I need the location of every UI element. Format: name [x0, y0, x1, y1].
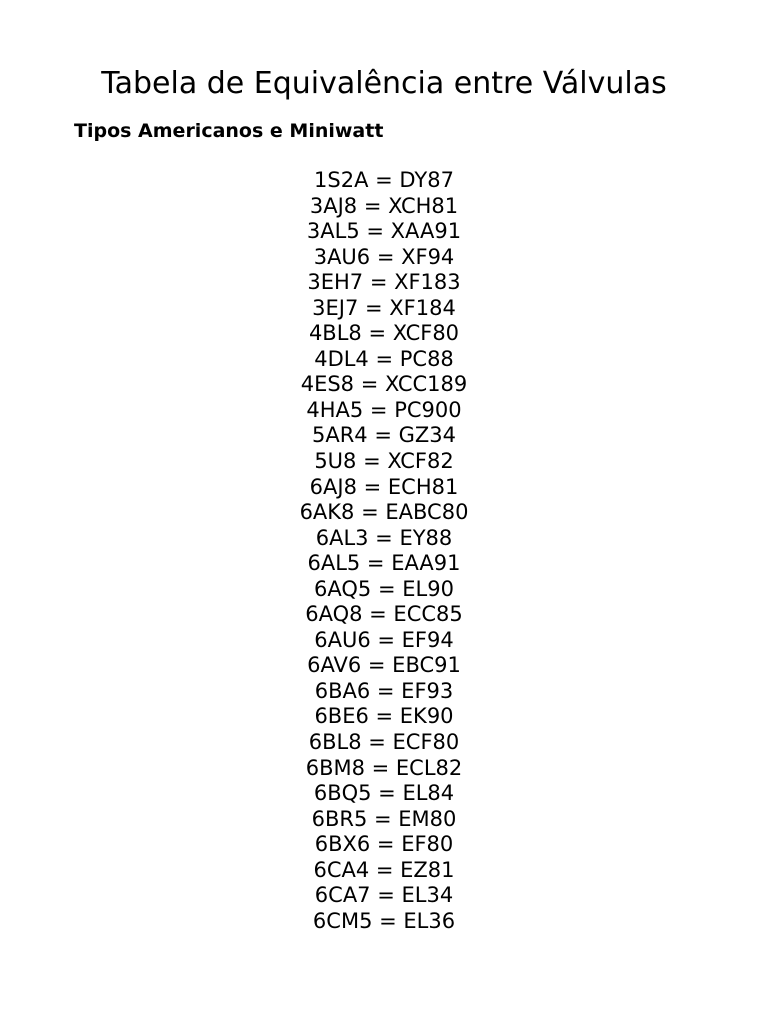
equivalence-entry: 4ES8 = XCC189: [300, 372, 468, 397]
equivalence-entry: 6CM5 = EL36: [312, 908, 456, 933]
equivalence-entry: 1S2A = DY87: [314, 168, 454, 192]
equivalence-entry: 6AK8 = EABC80: [299, 500, 469, 525]
document-title: Tabela de Equivalência entre Válvulas: [101, 66, 667, 101]
equivalence-entry: 6CA4 = EZ81: [313, 857, 455, 882]
equivalence-entry: 4DL4 = PC88: [314, 346, 454, 371]
equivalence-entry: 3AL5 = XAA91: [306, 219, 462, 244]
equivalence-entry: 6AU6 = EF94: [314, 627, 454, 652]
equivalence-entry: 6AJ8 = ECH81: [309, 474, 459, 499]
equivalence-entry: 3AU6 = XF94: [313, 244, 455, 269]
equivalence-entry: 4HA5 = PC900: [306, 397, 462, 422]
equivalence-entry: 6BE6 = EK90: [314, 704, 454, 729]
equivalence-entry: 3AJ8 = XCH81: [309, 193, 459, 218]
equivalence-entry: 6AV6 = EBC91: [307, 653, 461, 678]
equivalence-entry: 3EH7 = XF183: [307, 270, 461, 295]
equivalence-entry: 6BM8 = ECL82: [305, 755, 463, 780]
equivalence-entry: 6AQ8 = ECC85: [305, 602, 463, 627]
equivalence-entry: 6BL8 = ECF80: [308, 730, 460, 755]
equivalence-list: [0, 168, 768, 934]
equivalence-entry: 3EJ7 = XF184: [312, 295, 456, 320]
equivalence-entry: 6AQ5 = EL90: [314, 576, 454, 601]
equivalence-entry: 6AL5 = EAA91: [307, 551, 461, 576]
equivalence-entry: 6BQ5 = EL84: [313, 781, 455, 806]
equivalence-entry: 6AL3 = EY88: [315, 525, 453, 550]
equivalence-entry: 4BL8 = XCF80: [308, 321, 460, 346]
equivalence-entry: 6BA6 = EF93: [314, 678, 454, 703]
equivalence-entry: 6BX6 = EF80: [314, 832, 454, 857]
document-subtitle: Tipos Americanos e Miniwatt: [74, 120, 384, 142]
equivalence-entry: 6BR5 = EM80: [311, 806, 457, 831]
equivalence-entry: 5U8 = XCF82: [314, 449, 454, 474]
equivalence-entry: 5AR4 = GZ34: [311, 423, 456, 448]
equivalence-entry: 6CA7 = EL34: [314, 883, 454, 908]
